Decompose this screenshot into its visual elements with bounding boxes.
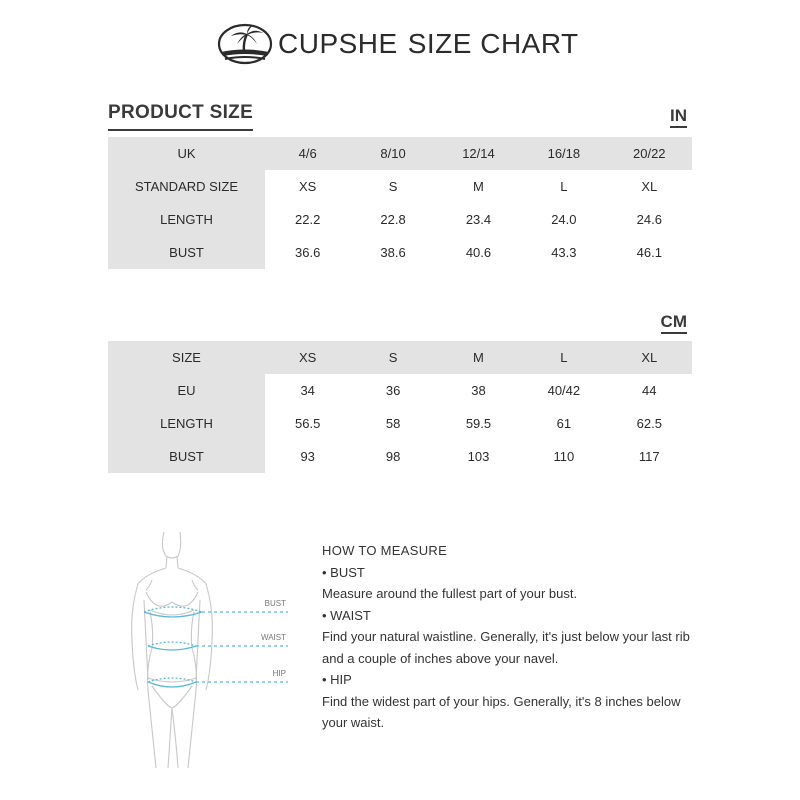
table-cell: XL [607, 341, 692, 374]
table-cell: 4/6 [265, 137, 350, 170]
table-cell: XS [299, 179, 317, 194]
table-cell: 24.6 [636, 212, 662, 227]
hip-label: HIP [272, 669, 286, 678]
row-label: EU [108, 374, 265, 407]
table-cell: 110 [553, 449, 575, 464]
product-size-title: PRODUCT SIZE [108, 102, 253, 131]
waist-heading: • WAIST [322, 607, 371, 623]
table-cell: L [560, 179, 568, 194]
table-cell: 103 [467, 449, 490, 464]
table-cell: 8/10 [350, 137, 435, 170]
page-title: SIZE CHART [407, 28, 579, 59]
table-cell: 46.1 [636, 245, 662, 260]
row-label: STANDARD SIZE [108, 170, 265, 203]
table-cell: 36.6 [295, 245, 321, 260]
table-cell: 43.3 [551, 245, 577, 260]
table-cell: 44 [642, 383, 657, 398]
unit-in-label: IN [670, 107, 687, 128]
table-cell: 117 [638, 449, 660, 464]
bust-heading: • BUST [322, 564, 365, 580]
table-cell: 24.0 [551, 212, 577, 227]
bust-label: BUST [264, 599, 286, 608]
table-cell: 36 [385, 383, 401, 398]
table-cell: 38.6 [380, 245, 406, 260]
waist-instructions: Find your natural waistline. Generally, it's just below your last rib and a couple of inches above your navel. [322, 629, 690, 666]
table-row [108, 407, 692, 440]
table-cell: UK [108, 137, 265, 170]
table-cell: 62.5 [636, 416, 662, 431]
table-cell: 93 [300, 449, 315, 464]
table-cell: XL [641, 179, 658, 194]
table-header-row [108, 137, 692, 170]
measurement-lines [144, 607, 288, 687]
table-cell: S [388, 179, 398, 194]
row-label: BUST [108, 440, 265, 473]
table-header-row [108, 341, 692, 374]
table-row [108, 236, 692, 269]
table-row [108, 170, 692, 203]
row-label: LENGTH [108, 407, 265, 440]
table-row [108, 203, 692, 236]
size-table-inches [108, 137, 692, 269]
table-cell: 40.6 [465, 245, 492, 260]
size-table-cm [108, 341, 692, 473]
table-cell: 22.8 [380, 212, 406, 227]
waist-label: WAIST [260, 633, 286, 642]
palm-tree-logo-icon [217, 22, 273, 66]
table-cell: 58 [385, 416, 401, 431]
table-cell: S [350, 341, 435, 374]
hip-instructions: Find the widest part of your hips. Generally, it's 8 inches below your waist. [322, 693, 681, 730]
table-cell: 61 [556, 416, 572, 431]
hip-heading: • HIP [322, 672, 352, 687]
table-cell: 16/18 [521, 137, 606, 170]
how-to-measure-title: HOW TO MEASURE [322, 543, 448, 558]
table-cell: 59.5 [465, 416, 492, 431]
table-cell: 34 [300, 383, 315, 398]
brand-title [278, 28, 579, 60]
table-cell: 40/42 [547, 383, 581, 398]
table-cell: M [473, 179, 484, 194]
row-label: BUST [108, 236, 265, 269]
table-cell: 23.4 [465, 212, 492, 227]
table-row [108, 374, 692, 407]
table-cell: 38 [471, 383, 486, 398]
table-cell: 56.5 [295, 416, 321, 431]
body-measurement-figure [120, 530, 300, 770]
table-cell: 20/22 [607, 137, 692, 170]
header [0, 20, 800, 68]
table-cell: SIZE [108, 341, 265, 374]
how-to-measure-section [322, 540, 702, 734]
table-cell: 98 [385, 449, 401, 464]
table-cell: M [436, 341, 521, 374]
row-label: LENGTH [108, 203, 265, 236]
table-row [108, 440, 692, 473]
table-cell: XS [265, 341, 350, 374]
bust-instructions: Measure around the fullest part of your bust. [322, 586, 578, 601]
brand-name: CUPSHE [278, 28, 398, 59]
table-cell: 12/14 [436, 137, 521, 170]
unit-cm-label: CM [661, 313, 687, 334]
table-cell: 22.2 [295, 212, 321, 227]
table-cell: L [521, 341, 606, 374]
